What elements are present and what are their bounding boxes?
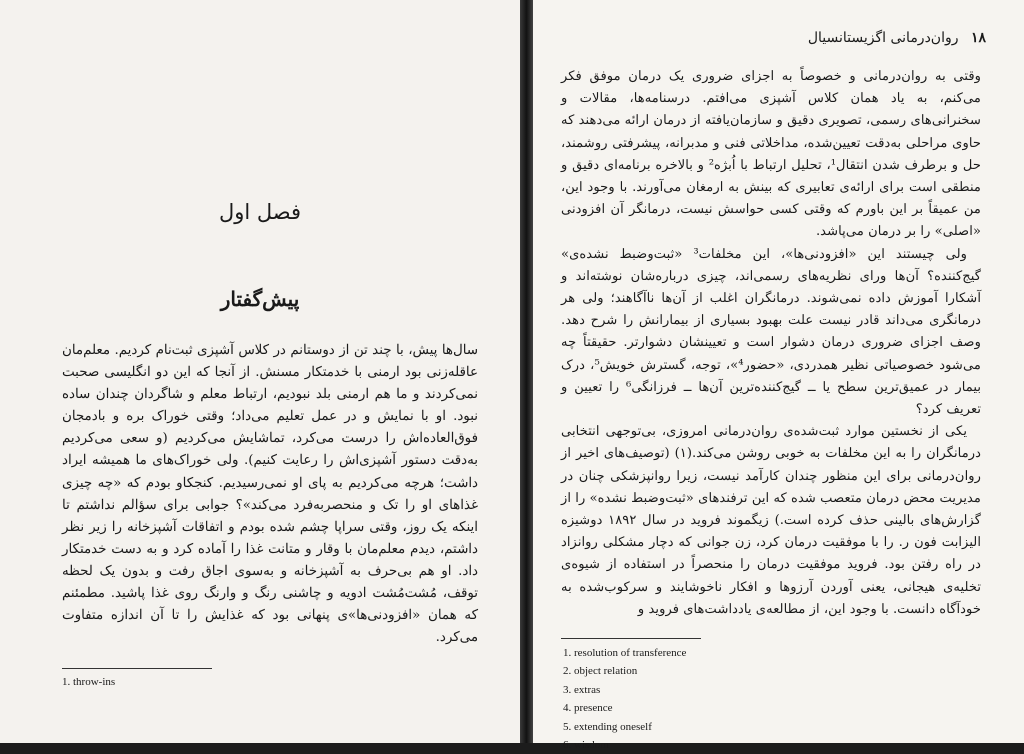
right-body-text (561, 66, 981, 621)
paragraph-3: یکی از نخستین موارد ثبت‌شده‌ی روان‌درمانی امروزی، بی‌توجهی انتخابی درمانگران را به این مخلفات به خوبی روشن می‌کند.(۱) (توصیف‌های اخیر از روان‌درمانی برای این منظور چندان کارآمد نیست، زیرا روانپزشکی چنان در مدیریت محض درمان متعصب شده که این ترفندهای «ثبت‌وضبط نشده» را از گزارش‌های بالینی حذف کرده است.) زیگموند فروید در سال ۱۸۹۲ دوشیزه الیزابت فون ر. را با موفقیت درمان کرد، زن جوانی که دچار مشکلی روانزاد در راه رفتن بود. فروید موفقیت درمان را منحصراً در استفاده از شیوه‌ی تخلیه‌ی هیجانی، یعنی آوردن آرزوها و افکار ناخوشایند و سرکوب‌شده به خودآگاه دانست. با وجود این، از مطالعه‌ی یادداشت‌های فروید و (561, 424, 981, 617)
book-gutter (520, 0, 533, 743)
footnote-divider (561, 638, 701, 639)
footnote-item: 4. presence (563, 702, 613, 715)
right-page (533, 0, 1024, 752)
paragraph-1: وقتی به روان‌درمانی و خصوصاً به اجزای ضروری یک درمان موفق فکر می‌کنم، به یاد همان کلاس آشپزی می‌افتم. درسنامه‌ها، مقالات و سخنرانی‌های رسمی، تصویری دقیق و سازمان‌یافته از درمان ارائه می‌دهند که حاوی مراحلی به‌دقت تعیین‌شده، مداخلاتی فنی و مدبرانه، پیشرفتی روشمند، حل و برطرف شدن انتقال¹، تحلیل ارتباط با اُبژه² و بالاخره برنامه‌ای دقیق و منطقی است برای ارائه‌ی تعابیری که بینش به ارمغان می‌آورند. با وجود این، من عمیقاً بر این باورم که وقتی کسی حواسش نیست، درمانگر آن افزودنی «اصلی» را بر درمان می‌پاشد. (561, 69, 981, 240)
paragraph-2: ولی چیستند این «افزودنی‌ها»، این مخلفات³ «ثبت‌وضبط نشده‌ی» گیج‌کننده؟ آن‌ها ورای نظریه‌های رسمی‌اند، چیزی درباره‌شان نوشته‌اند و آشکارا آموزش داده نمی‌شوند. درمانگران اغلب از آن‌ها ناآگاهند؛ ولی هر درمانگری می‌داند قادر نیست علت بهبود بسیاری از بیمارانش را شرح دهد. وصف اجزای ضروری درمان دشوار است و تعیینشان دشوارتر. حقیقتاً چه می‌شود خصوصیاتی نظیر همدردی، «حضور⁴»، توجه، گسترش خویش⁵، درک بیمار در عمیق‌ترین سطح یا ــ گیج‌کننده‌ترین آن‌ها ــ فرزانگی⁶ را تعیین و تعریف کرد؟ (561, 246, 981, 418)
page-number: ۱۸ (970, 31, 986, 46)
footnote-divider (62, 668, 212, 669)
footnote-item: 1. resolution of transference (563, 647, 687, 659)
left-body-text (62, 340, 478, 649)
running-head-title: روان‌درمانی اگزیستانسیال (807, 30, 959, 46)
footnote-item: 2. object relation (563, 665, 638, 678)
running-header (626, 30, 986, 47)
left-footnote: 1. throw-ins (62, 676, 116, 688)
chapter-heading: فصل اول (218, 200, 302, 224)
footnote-item: 5. extending oneself (563, 720, 652, 733)
left-paragraph: سال‌ها پیش، با چند تن از دوستانم در کلاس آشپزی ثبت‌نام کردیم. معلم‌مان عاقله‌زنی بود ارمنی با خدمتکار مسنش. از آنجا که این دو انگلیسی صحبت نمی‌کردند و ما هم ارمنی بلد نبودیم، ارتباط معلم و شاگردان چندان ساده نبود. او با نمایش و در عمل تعلیم می‌داد؛ وقتی خوراک بره و بادمجان فوق‌العاده‌اش را درست می‌کرد، تماشایش می‌کردیم (و سعی می‌کردیم به‌دقت دستور آشپزی‌اش را رعایت کنیم). ولی خوراک‌های ما همیشه ایراد داشت؛ هرچه می‌کردیم به پای او نمی‌رسیدیم. کنجکاو بودم که «چه چیزی غذاهای او را تک و منحصربه‌فرد می‌کند»؟ جوابی برای سؤالم نداشتم تا اینکه یک روز، وقتی سراپا چشم شده بودم و اتفاقات آشپزخانه را زیر نظر داشتم، دیدم معلم‌مان با وقار و متانت غذا را آماده کرد و به دست خدمتکار داد. او هم بی‌حرف به آشپزخانه و به‌سوی اجاق رفت و بدون یک لحظه توقف، مُشت‌مُشت ادویه و چاشنی رنگ و وارنگ روی غذا پاشید. مطمئنم که همان «افزودنی‌ها»ی پنهانی بود که غذایش را تا آن اندازه متفاوت می‌کرد. (62, 343, 478, 646)
section-title: پیش‌گفتار (220, 287, 300, 311)
footnote-item: 3. extras (563, 683, 601, 696)
footnote-list (563, 644, 686, 754)
footnote-item: 6. wisdom (563, 739, 609, 752)
